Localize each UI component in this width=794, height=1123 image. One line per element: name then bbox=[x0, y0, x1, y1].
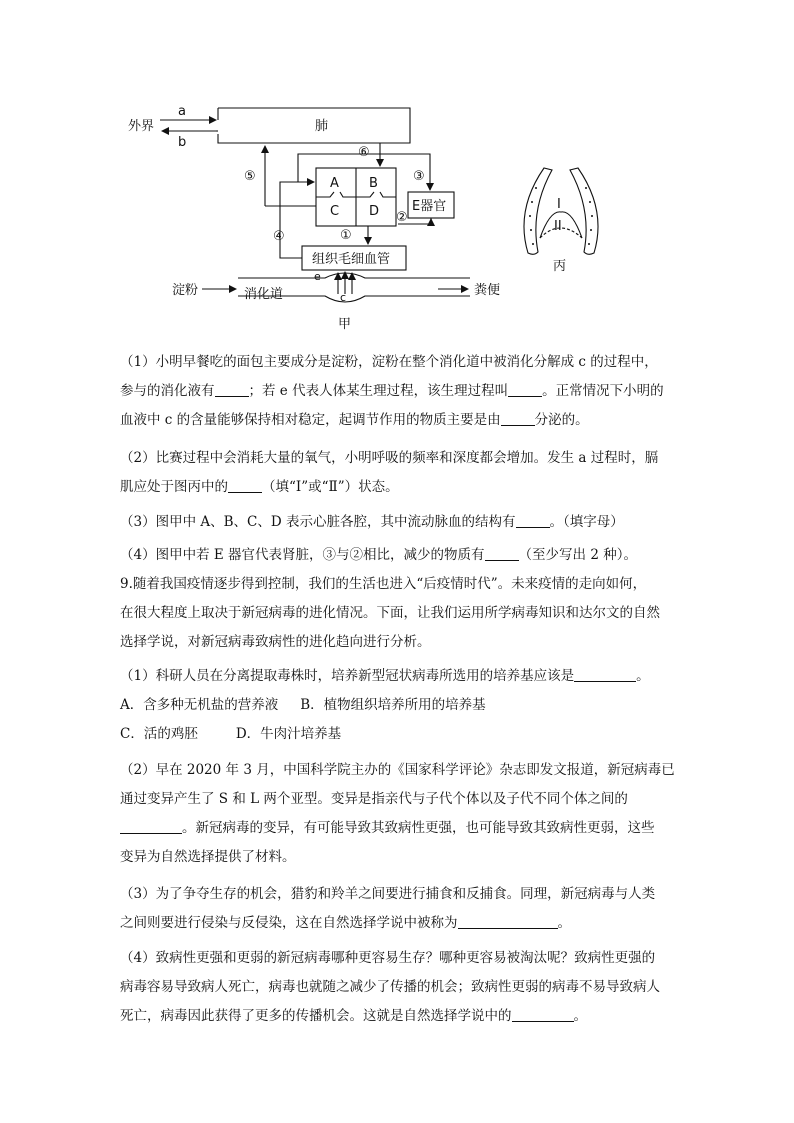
answer-blank[interactable] bbox=[516, 513, 550, 528]
label-feces: 粪便 bbox=[474, 283, 501, 298]
label-A: A bbox=[330, 176, 339, 191]
text-line: （1）小明早餐吃的面包主要成分是淀粉，淀粉在整个消化道中被消化分解成 c 的过程中， bbox=[120, 354, 658, 370]
label-n6: ⑥ bbox=[358, 145, 370, 160]
text-line: （4）致病性更强和更弱的新冠病毒哪种更容易生存？哪种更容易被淘汰呢？致病性更强的 bbox=[120, 950, 656, 966]
label-jia: 甲 bbox=[338, 317, 352, 332]
answer-blank[interactable] bbox=[228, 478, 262, 493]
text-line: 9.随着我国疫情逐步得到控制，我们的生活也进入“后疫情时代”。未来疫情的走向如何， bbox=[120, 576, 647, 592]
text-line: 病毒容易导致病人死亡，病毒也就随之减少了传播的机会；致病性更弱的病毒不易导致病人 bbox=[120, 979, 660, 995]
text-line: 参与的消化液有 ；若 e 代表人体某生理过程，该生理过程叫 。正常情况下小明的 bbox=[120, 383, 664, 399]
text-line: （2）早在 2020 年 3 月，中国科学院主办的《国家科学评论》杂志即发文报道，新冠病毒已 bbox=[120, 762, 675, 778]
option-a[interactable]: A．含多种无机盐的营养液 bbox=[120, 697, 279, 713]
label-starch: 淀粉 bbox=[172, 283, 199, 298]
label-roman2: II bbox=[554, 219, 562, 234]
text-line: 选择学说，对新冠病毒致病性的进化趋向进行分析。 bbox=[120, 634, 431, 650]
answer-blank[interactable] bbox=[120, 819, 182, 834]
diagram-figure bbox=[120, 98, 620, 338]
label-n3: ③ bbox=[413, 169, 425, 184]
text-line: 在很大程度上取决于新冠病毒的进化情况。下面，让我们运用所学病毒知识和达尔文的自然 bbox=[120, 605, 660, 621]
label-b: b bbox=[178, 135, 187, 150]
question-9-3 bbox=[120, 880, 676, 938]
question-9-intro bbox=[120, 570, 676, 657]
text-line: 之间则要进行侵染与反侵染，这在自然选择学说中被称为 。 bbox=[120, 915, 571, 931]
option-b[interactable]: B．植物组织培养所用的培养基 bbox=[300, 697, 486, 713]
text-line: （1）科研人员在分离提取毒株时，培养新型冠状病毒所选用的培养基应该是 。 bbox=[120, 668, 650, 684]
question-4 bbox=[120, 541, 676, 570]
label-e: e bbox=[314, 270, 321, 283]
option-c[interactable]: C．活的鸡胚 bbox=[120, 726, 198, 742]
label-c: c bbox=[340, 291, 347, 304]
text-line: （3）图甲中 A、B、C、D 表示心脏各腔，其中流动脉血的结构有 。（填字母） bbox=[120, 514, 624, 530]
label-a: a bbox=[178, 104, 186, 119]
label-n2: ② bbox=[396, 210, 408, 225]
options-row bbox=[120, 691, 676, 720]
text-line: 通过变异产生了 S 和 L 两个亚型。变异是指亲代与子代个体以及子代不同个体之间的 bbox=[120, 791, 628, 807]
label-outside: 外界 bbox=[128, 119, 155, 134]
text-line: 死亡，病毒因此获得了更多的传播机会。这就是自然选择学说中的 。 bbox=[120, 1008, 587, 1024]
question-2 bbox=[120, 444, 676, 502]
answer-blank[interactable] bbox=[574, 667, 636, 682]
label-capillary: 组织毛细血管 bbox=[312, 252, 391, 267]
text-line: 变异为自然选择提供了材料。 bbox=[120, 849, 296, 865]
options-row bbox=[120, 720, 676, 749]
answer-blank[interactable] bbox=[512, 1007, 574, 1022]
label-roman1: I bbox=[557, 197, 561, 212]
text-line: 。新冠病毒的变异，有可能导致其致病性更强，也可能导致其致病性更弱，这些 bbox=[120, 814, 676, 843]
label-n4: ④ bbox=[273, 229, 285, 244]
label-bing: 丙 bbox=[553, 259, 567, 274]
label-C: C bbox=[330, 204, 340, 219]
question-9-1 bbox=[120, 662, 676, 749]
answer-blank[interactable] bbox=[485, 546, 519, 561]
label-n1: ① bbox=[340, 228, 352, 243]
question-9-2 bbox=[120, 756, 676, 872]
question-9-4 bbox=[120, 944, 676, 1031]
label-n5: ⑤ bbox=[244, 169, 256, 184]
answer-blank[interactable] bbox=[215, 382, 249, 397]
answer-blank[interactable] bbox=[508, 382, 542, 397]
text-line: （3）为了争夺生存的机会，猎豹和羚羊之间要进行捕食和反捕食。同理，新冠病毒与人类 bbox=[120, 886, 656, 902]
label-D: D bbox=[369, 204, 380, 219]
text-line: （4）图甲中若 E 器官代表肾脏，③与②相比，减少的物质有 （至少写出 2 种）。 bbox=[120, 547, 637, 563]
label-digestive: 消化道 bbox=[244, 287, 284, 302]
question-3 bbox=[120, 508, 676, 537]
question-1 bbox=[120, 348, 676, 435]
text-line: 肌应处于图丙中的 （填“Ⅰ”或“Ⅱ”）状态。 bbox=[120, 479, 399, 495]
text-line: （2）比赛过程中会消耗大量的氧气，小明呼吸的频率和深度都会增加。发生 a 过程时，膈 bbox=[120, 450, 659, 466]
answer-blank[interactable] bbox=[458, 914, 558, 929]
text-line: 血液中 c 的含量能够保持相对稳定，起调节作用的物质主要是由 分泌的。 bbox=[120, 412, 589, 428]
label-lung: 肺 bbox=[315, 119, 329, 134]
option-d[interactable]: D．牛肉汁培养基 bbox=[235, 726, 342, 742]
answer-blank[interactable] bbox=[501, 411, 535, 426]
label-organ-e: E器官 bbox=[412, 199, 447, 214]
label-B: B bbox=[369, 176, 378, 191]
